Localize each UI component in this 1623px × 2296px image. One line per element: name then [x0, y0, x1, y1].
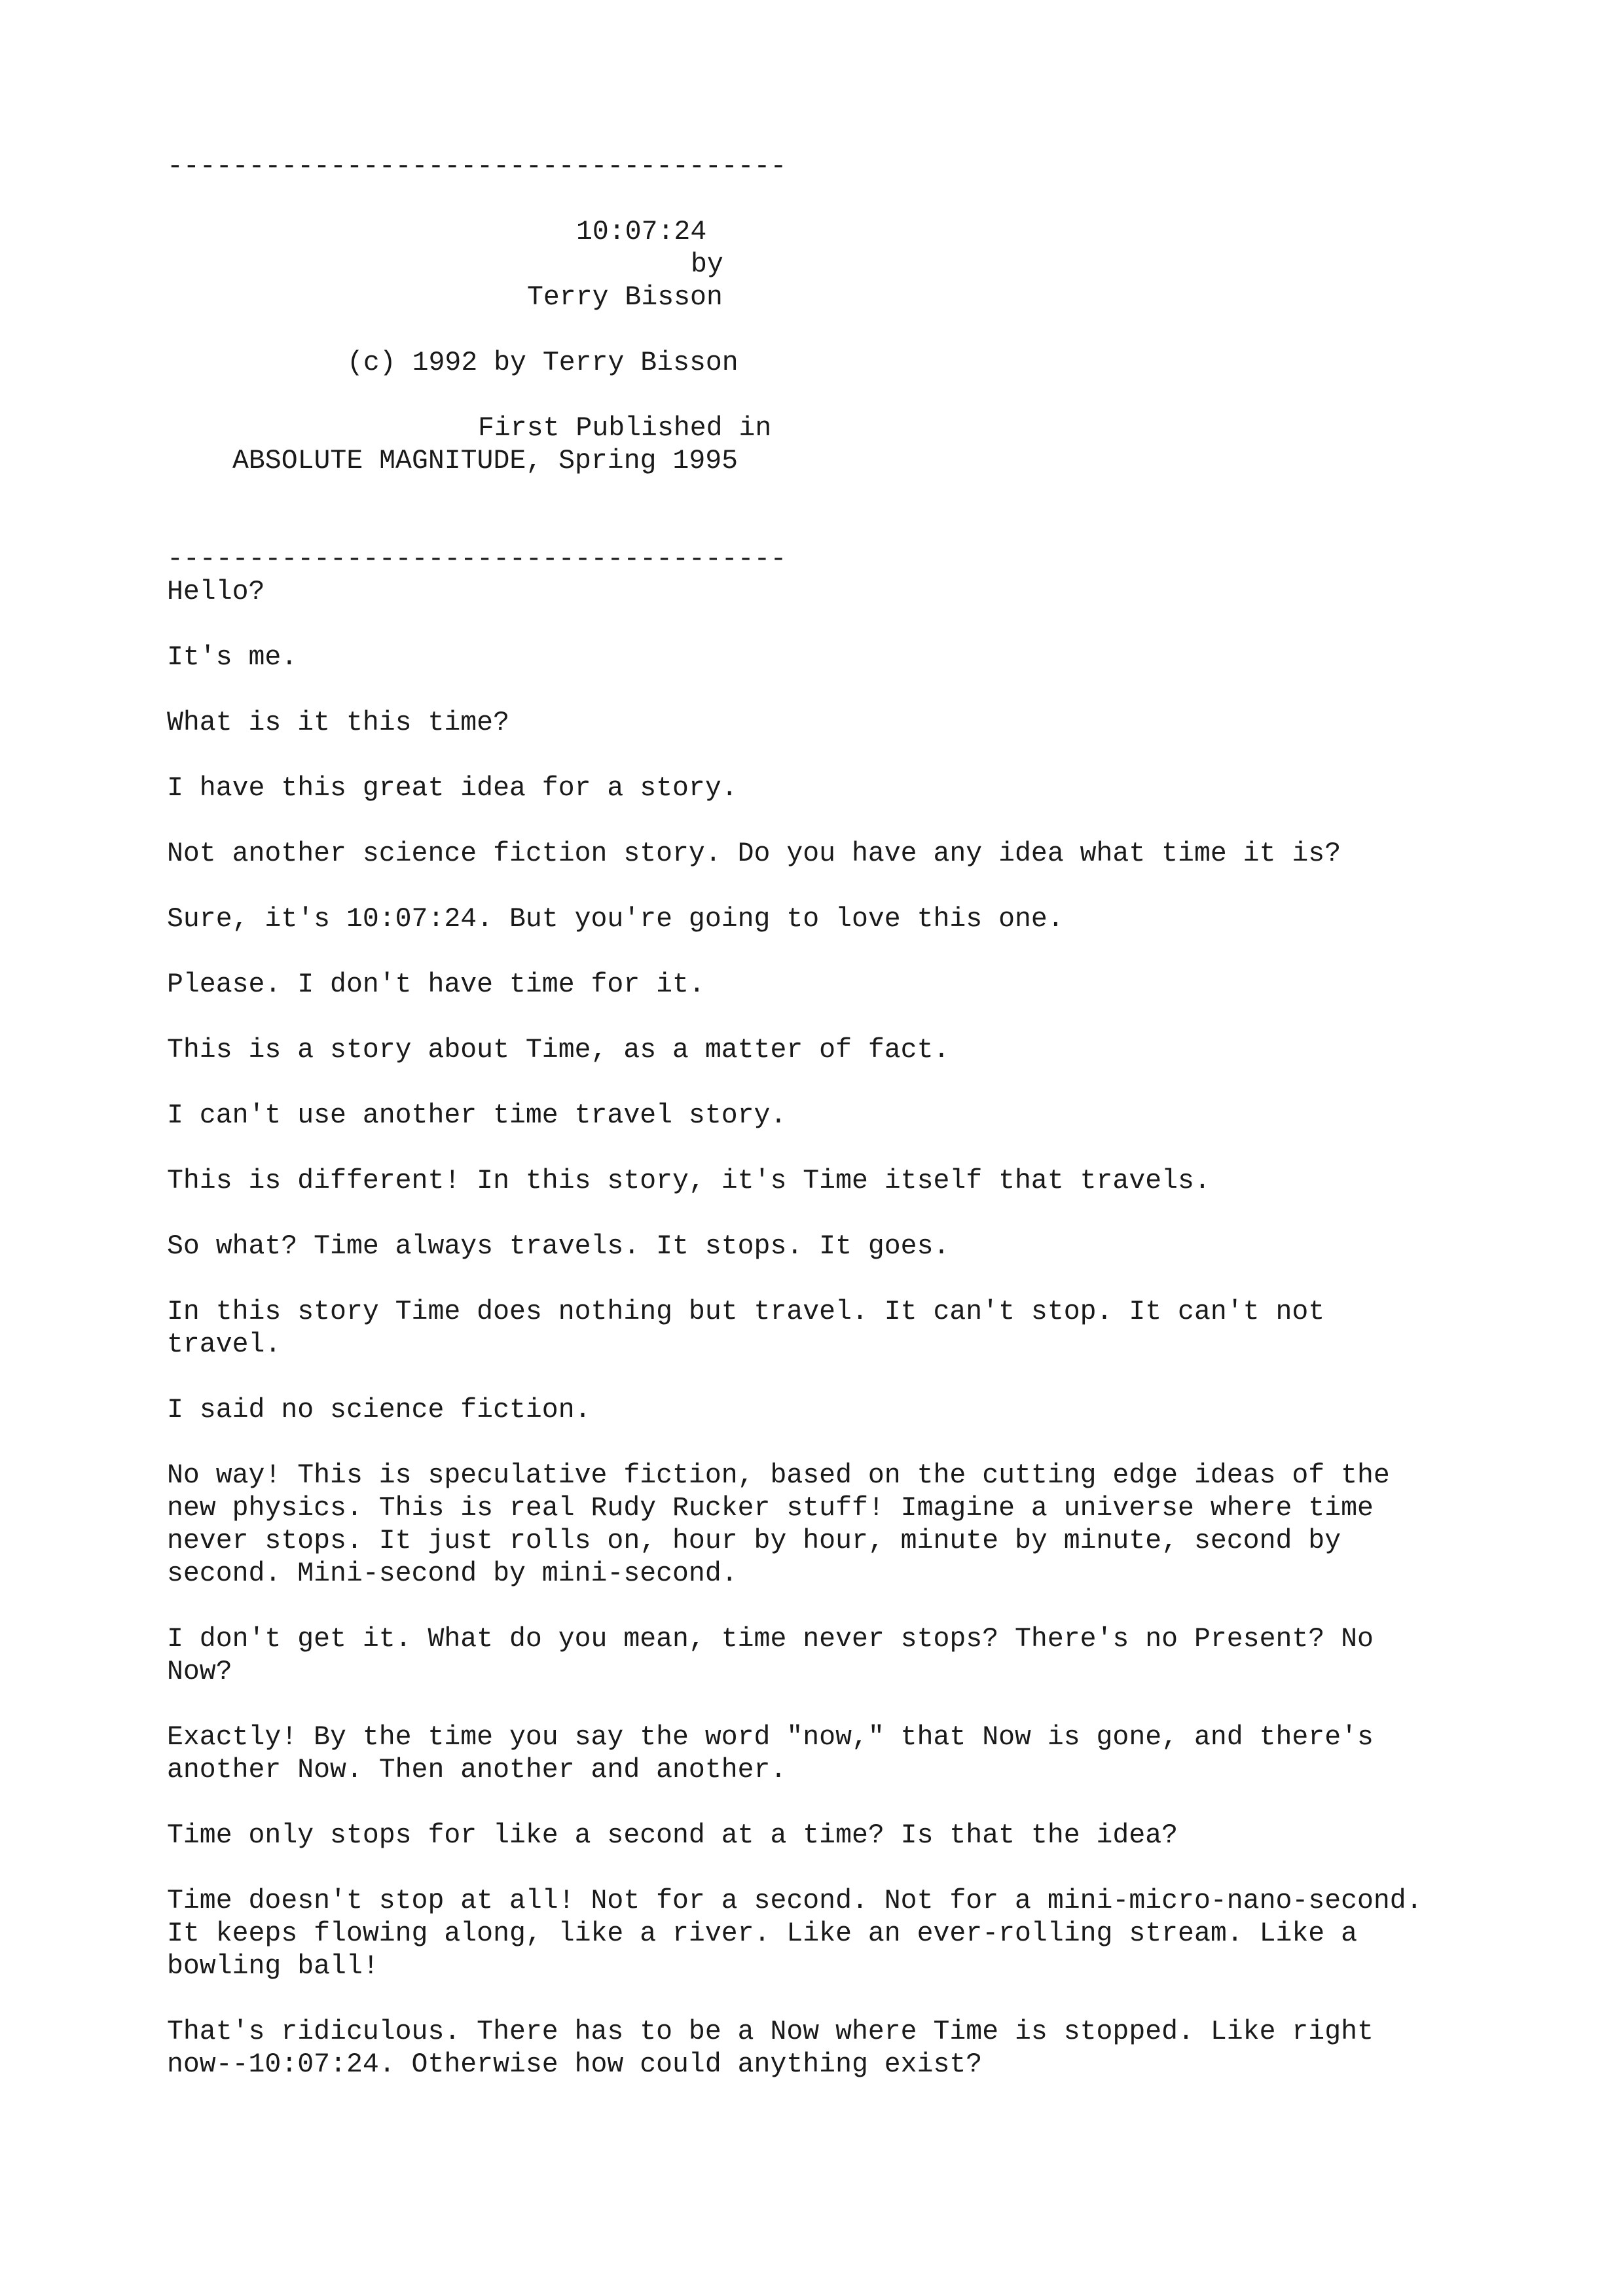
paragraph: It's me. — [167, 642, 298, 673]
paragraph: I said no science fiction. — [167, 1395, 591, 1426]
paragraph: What is it this time? — [167, 708, 509, 738]
paragraph: No way! This is speculative fiction, based on the cutting edge ideas of the new physics. This is real Rudy Rucker stuff! Imagine a universe where time never stops. It just rolls on, hour by hour, minute by minute, second by second. Mini-second by mini-second. — [167, 1460, 1390, 1589]
story-title: 10:07:24 — [576, 217, 707, 247]
paragraph: So what? Time always travels. It stops. It goes. — [167, 1231, 950, 1262]
published-label: First Published in — [478, 413, 772, 444]
paragraph: This is different! In this story, it's Time itself that travels. — [167, 1166, 1211, 1196]
paragraph: Please. I don't have time for it. — [167, 969, 705, 1000]
paragraph: I have this great idea for a story. — [167, 773, 738, 804]
spacer — [167, 478, 1542, 511]
paragraph: That's ridiculous. There has to be a Now where Time is stopped. Like right now--10:07:24. Otherwise how could anything exist? — [167, 2017, 1374, 2080]
spacer — [167, 183, 1542, 216]
paragraph: Sure, it's 10:07:24. But you're going to love this one. — [167, 904, 1064, 935]
paragraph: Time only stops for like a second at a time? Is that the idea? — [167, 1820, 1178, 1851]
paragraph: I can't use another time travel story. — [167, 1100, 787, 1131]
spacer — [167, 314, 1542, 347]
copyright-notice: (c) 1992 by Terry Bisson — [347, 348, 739, 378]
spacer — [167, 511, 1542, 543]
paragraph: In this story Time does nothing but travel. It can't stop. It can't not travel. — [167, 1297, 1325, 1360]
paragraph: I don't get it. What do you mean, time never stops? There's no Present? No Now? — [167, 1624, 1374, 1687]
paragraph: Hello? — [167, 577, 265, 607]
byline-by: by — [691, 249, 723, 280]
header-rule-bottom: -------------------------------------- — [167, 544, 787, 575]
paragraph: This is a story about Time, as a matter of fact. — [167, 1035, 950, 1066]
header-rule-top: -------------------------------------- — [167, 151, 787, 182]
spacer — [167, 380, 1542, 412]
author-name: Terry Bisson — [527, 282, 723, 313]
document-page — [167, 151, 1542, 2114]
paragraph: Time doesn't stop at all! Not for a second. Not for a mini-micro-nano-second. It keeps flowing along, like a river. Like an ever-rolling stream. Like a bowling ball! — [167, 1886, 1423, 1982]
paragraph: Exactly! By the time you say the word "now," that Now is gone, and there's another Now. Then another and another. — [167, 1722, 1374, 1785]
publication-name: ABSOLUTE MAGNITUDE, Spring 1995 — [232, 446, 739, 476]
paragraph: Not another science fiction story. Do you have any idea what time it is? — [167, 838, 1341, 869]
